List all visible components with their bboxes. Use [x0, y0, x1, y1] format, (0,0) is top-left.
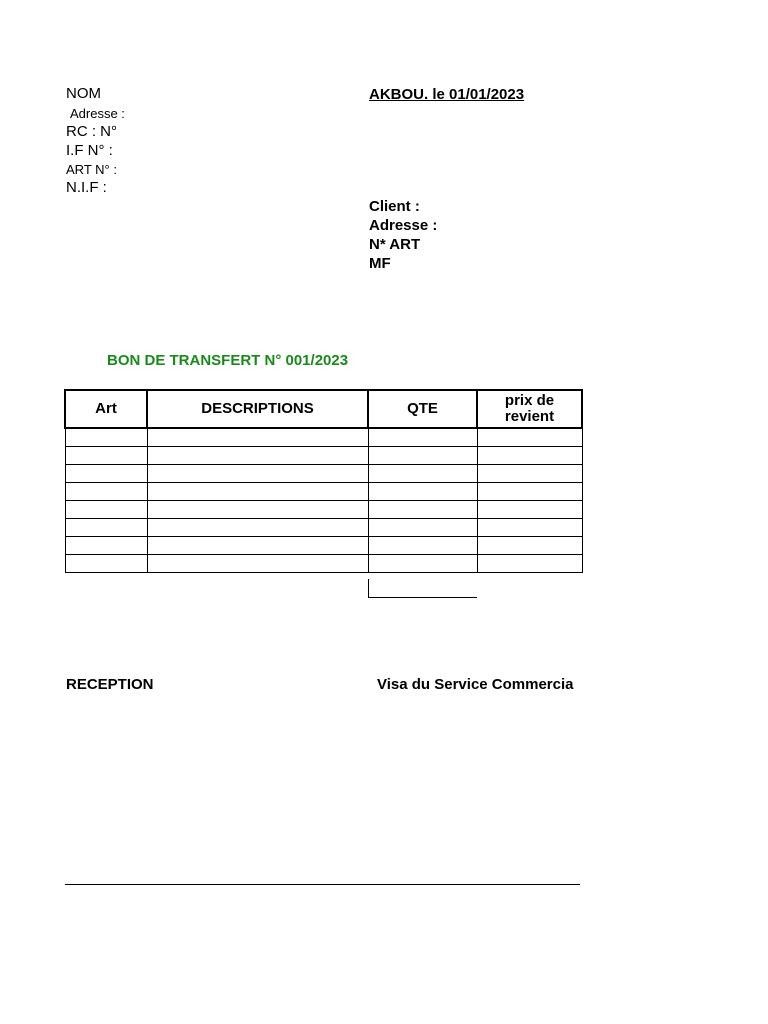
table-cell[interactable] [477, 519, 582, 537]
table-row [65, 501, 582, 519]
table-cell[interactable] [368, 447, 477, 465]
table-cell[interactable] [65, 447, 147, 465]
table-cell[interactable] [147, 465, 368, 483]
table-row [65, 555, 582, 573]
sender-nom: NOM [66, 85, 101, 102]
table-cell[interactable] [368, 519, 477, 537]
qte-total-cell [368, 579, 477, 598]
table-cell[interactable] [477, 537, 582, 555]
table-cell[interactable] [477, 447, 582, 465]
col-header-art: Art [65, 390, 147, 428]
place-date: AKBOU. le 01/01/2023 [369, 86, 525, 103]
table-cell[interactable] [147, 537, 368, 555]
table-row [65, 465, 582, 483]
table-cell[interactable] [368, 483, 477, 501]
table-row [65, 537, 582, 555]
col-header-qte: QTE [368, 390, 477, 428]
table-row [65, 447, 582, 465]
table-cell[interactable] [477, 555, 582, 573]
table-cell[interactable] [147, 519, 368, 537]
document-title: BON DE TRANSFERT N° 001/2023 [107, 352, 349, 369]
sender-art: ART N° : [66, 162, 117, 177]
table-cell[interactable] [368, 501, 477, 519]
table-cell[interactable] [477, 428, 582, 447]
signature-rule [65, 884, 580, 885]
table-cell[interactable] [65, 519, 147, 537]
table-cell[interactable] [65, 501, 147, 519]
col-header-prix: prix de revient [477, 390, 582, 428]
sender-adresse: Adresse : [70, 106, 125, 121]
client-adresse: Adresse : [369, 217, 438, 234]
table-cell[interactable] [477, 465, 582, 483]
table-cell[interactable] [65, 555, 147, 573]
sender-nif: N.I.F : [66, 179, 107, 196]
client-mf: MF [369, 255, 391, 272]
table-cell[interactable] [147, 501, 368, 519]
table-cell[interactable] [147, 483, 368, 501]
reception-label: RECEPTION [66, 676, 154, 693]
col-header-descriptions: DESCRIPTIONS [147, 390, 368, 428]
table-cell[interactable] [147, 428, 368, 447]
table-cell[interactable] [368, 555, 477, 573]
sender-rc: RC : N° [66, 123, 117, 140]
client-art: N* ART [369, 236, 421, 253]
table-cell[interactable] [65, 465, 147, 483]
sender-if: I.F N° : [66, 142, 113, 159]
table-row [65, 428, 582, 447]
table-cell[interactable] [65, 537, 147, 555]
table-cell[interactable] [368, 537, 477, 555]
table-cell[interactable] [477, 483, 582, 501]
table-header-row [65, 390, 582, 428]
table-cell[interactable] [477, 501, 582, 519]
table-cell[interactable] [147, 447, 368, 465]
items-table [64, 389, 583, 573]
table-cell[interactable] [368, 465, 477, 483]
table-cell[interactable] [368, 428, 477, 447]
client-label: Client : [369, 198, 420, 215]
table-row [65, 483, 582, 501]
table-cell[interactable] [147, 555, 368, 573]
table-row [65, 519, 582, 537]
visa-label: Visa du Service Commercia [377, 676, 574, 693]
table-cell[interactable] [65, 483, 147, 501]
table-cell[interactable] [65, 428, 147, 447]
